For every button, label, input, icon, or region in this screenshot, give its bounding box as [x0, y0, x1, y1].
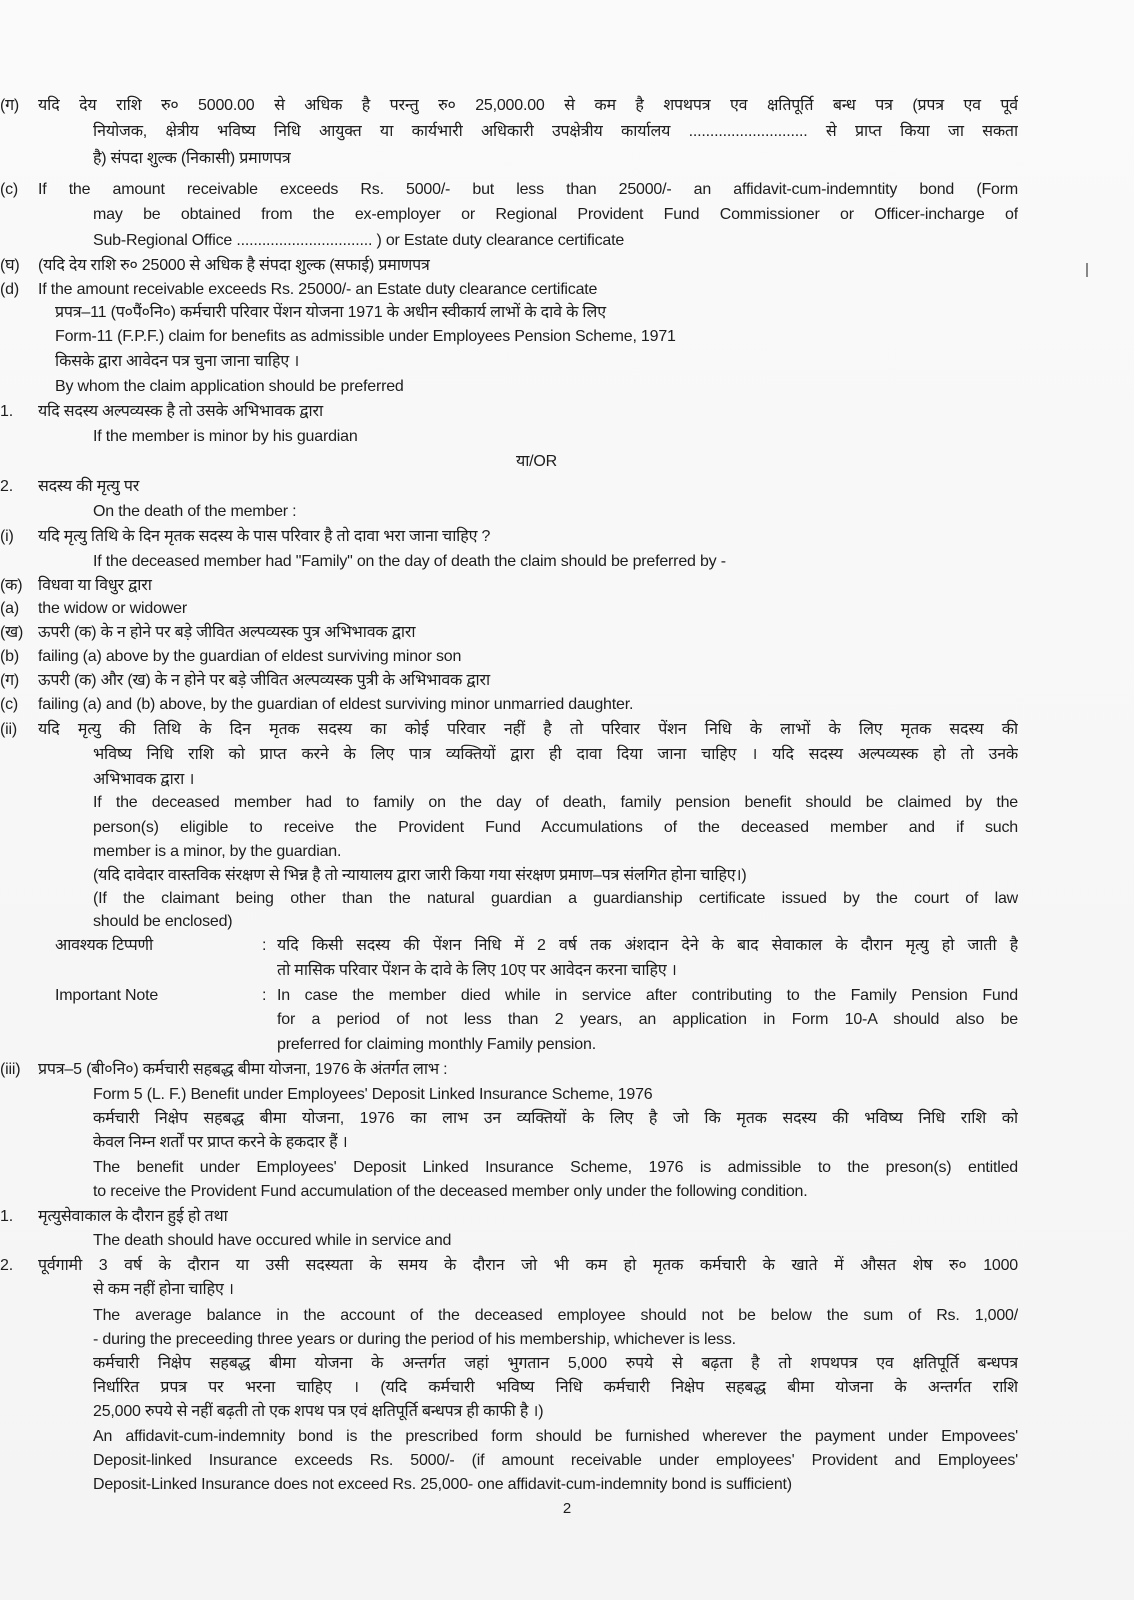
line-text: मृत्युसेवाकाल के दौरान हुई हो तथा — [38, 1208, 228, 1225]
line-text: - during the preceeding three years or during the period of his membership, whichever is less. — [93, 1331, 736, 1348]
line-text: (If the claimant being other than the natural guardian a guardianship certificate issued by the court of law — [93, 890, 1018, 907]
document-line — [55, 350, 1018, 374]
document-line — [55, 203, 1018, 227]
line-text: In case the member died while in service after contributing to the Family Pension Fund — [277, 987, 1018, 1004]
document-line — [0, 645, 1018, 669]
document-line — [55, 1304, 1018, 1328]
document-line — [55, 864, 1018, 888]
line-text: भविष्य निधि राशि को प्राप्त करने के लिए पात्र व्यक्तियों द्वारा ही दावा दिया जाना चाहिए । यदि सदस्य अल्पव्यस्क हो तो उनके — [93, 746, 1018, 763]
line-text: प्रपत्र–11 (प०पैं०नि०) कर्मचारी परिवार पेंशन योजना 1971 के अधीन स्वीकार्य लाभों के दावे के लिए — [55, 304, 606, 321]
document-line — [55, 229, 1018, 253]
line-text: may be obtained from the ex-employer or Regional Provident Fund Commissioner or Officer-incharge of — [93, 206, 1018, 223]
line-text: If the member is minor by his guardian — [93, 428, 358, 445]
line-label: (i) — [0, 528, 14, 545]
line-label: (a) — [0, 600, 19, 617]
line-text: यदि देय राशि रु० 5000.00 से अधिक है परन्तु रु० 25,000.00 से कम है शपथपत्र एव क्षतिपूर्ति बन्ध पत्र (प्रपत्र एव पूर्व — [38, 97, 1018, 114]
line-text: है) संपदा शुल्क (निकासी) प्रमाणपत्र — [93, 150, 291, 167]
line-text: कर्मचारी निक्षेप सहबद्ध बीमा योजना के अन्तर्गत जहां भुगतान 5,000 रुपये से बढ़ता है तो शपथपत्र एव क्षतिपूर्ति बन्धपत्र — [93, 1355, 1018, 1372]
document-line — [55, 984, 1018, 1008]
document-line — [55, 1376, 1018, 1400]
document-line — [55, 743, 1018, 767]
line-label: 2. — [0, 478, 13, 495]
line-text: यदि मृत्यु तिथि के दिन मृतक सदस्य के पास परिवार है तो दावा भरा जाना चाहिए ? — [38, 528, 491, 545]
line-text: विधवा या विधुर द्वारा — [38, 577, 152, 594]
line-label: 1. — [0, 1208, 13, 1225]
document-line — [0, 1205, 1018, 1229]
document-line — [55, 1352, 1018, 1376]
line-text: member is a minor, by the guardian. — [93, 843, 342, 860]
line-label: (घ) — [0, 257, 20, 274]
document-line — [0, 574, 1018, 598]
document-line — [55, 840, 1018, 864]
line-text: The death should have occured while in service and — [93, 1232, 452, 1249]
document-line — [55, 120, 1018, 144]
line-label: (c) — [0, 181, 19, 198]
line-text: preferred for claiming monthly Family pension. — [277, 1036, 596, 1053]
document-line — [0, 669, 1018, 693]
line-text: से कम नहीं होना चाहिए । — [93, 1281, 234, 1298]
line-label: (ग) — [0, 672, 20, 689]
line-label: (क) — [0, 577, 23, 594]
document-line — [55, 301, 1018, 325]
document-line — [55, 1131, 1018, 1155]
scan-mark — [1086, 263, 1088, 277]
line-text: On the death of the member : — [93, 503, 297, 520]
document-line — [55, 325, 1018, 349]
document-line — [0, 718, 1018, 742]
line-text: प्रपत्र–5 (बी०नि०) कर्मचारी सहबद्ध बीमा योजना, 1976 के अंतर्गत लाभ : — [38, 1061, 448, 1078]
line-text: अभिभावक द्वारा । — [93, 771, 195, 788]
line-text: the widow or widower — [38, 600, 187, 617]
document-line — [55, 1449, 1018, 1473]
line-text: failing (a) and (b) above, by the guardian of eldest surviving minor unmarried daughter. — [38, 696, 634, 713]
document-line — [55, 1473, 1018, 1497]
document-line — [55, 450, 1018, 474]
document-line — [55, 1425, 1018, 1449]
line-text: यदि सदस्य अल्पव्यस्क है तो उसके अभिभावक द्वारा — [38, 403, 323, 420]
document-line — [55, 1033, 1018, 1057]
document-line — [55, 887, 1018, 911]
document-line — [0, 621, 1018, 645]
document-line — [55, 1328, 1018, 1352]
document-line — [0, 525, 1018, 549]
document-line — [55, 1400, 1018, 1424]
document-line — [55, 425, 1018, 449]
line-text: सदस्य की मृत्यु पर — [38, 478, 140, 495]
document-line — [0, 693, 1018, 717]
document-line — [0, 400, 1018, 424]
document-line — [55, 1008, 1018, 1032]
note-colon: : — [262, 937, 267, 954]
line-text: to receive the Provident Fund accumulation of the deceased member only under the following condition. — [93, 1183, 808, 1200]
document-line — [0, 278, 1018, 302]
line-text: किसके द्वारा आवेदन पत्र चुना जाना चाहिए । — [55, 353, 300, 370]
document-line — [55, 500, 1018, 524]
line-text: By whom the claim application should be preferred — [55, 378, 404, 395]
document-line — [0, 475, 1018, 499]
document-line — [55, 375, 1018, 399]
line-text: If the amount receivable exceeds Rs. 25000/- an Estate duty clearance certificate — [38, 281, 598, 298]
line-text: नियोजक, क्षेत्रीय भविष्य निधि आयुक्त या कार्यभारी अधिकारी उपक्षेत्रीय कार्यालय ............................ से प्राप्त किया जा सकता — [93, 123, 1018, 140]
document-line — [55, 816, 1018, 840]
note-colon: : — [262, 987, 267, 1004]
page-number: 2 — [562, 1500, 572, 1517]
line-text: The average balance in the account of the deceased employee should not be below the sum of Rs. 1,000/ — [93, 1307, 1018, 1324]
line-label: 2. — [0, 1257, 13, 1274]
line-label: (ii) — [0, 721, 17, 738]
line-label: Important Note — [55, 987, 159, 1004]
line-text: निर्धारित प्रपत्र पर भरना चाहिए । (यदि कर्मचारी भविष्य निधि कर्मचारी निक्षेप सहबद्ध बीमा योजना के अन्तर्गत राशि — [93, 1379, 1018, 1396]
document-line — [0, 597, 1018, 621]
line-text: यदि मृत्यु की तिथि के दिन मृतक सदस्य का कोई परिवार नहीं है तो परिवार पेंशन निधि के लाभों के लिए मृतक सदस्य की — [38, 721, 1018, 738]
line-text: तो मासिक परिवार पेंशन के दावे के लिए 10ए पर आवेदन करना चाहिए । — [277, 962, 677, 979]
line-text: (यदि देय राशि रु० 25000 से अधिक है संपदा शुल्क (सफाई) प्रमाणपत्र — [38, 257, 430, 274]
document-line — [55, 1229, 1018, 1253]
line-text: An affidavit-cum-indemnity bond is the prescribed form should be furnished wherever the payment under Empovees' — [93, 1428, 1018, 1445]
line-text: Deposit-Linked Insurance does not exceed Rs. 25,000- one affidavit-cum-indemnity bond is sufficient) — [93, 1476, 792, 1493]
document-line — [0, 1254, 1018, 1278]
line-text: for a period of not less than 2 years, an application in Form 10-A should also be — [277, 1011, 1018, 1028]
document-line — [55, 1180, 1018, 1204]
line-label: आवश्यक टिप्पणी — [55, 937, 153, 954]
line-text: (यदि दावेदार वास्तविक संरक्षण से भिन्न है तो न्यायालय द्वारा जारी किया गया संरक्षण प्रमाण–पत्र संलगित होना चाहिए।) — [93, 867, 747, 884]
line-text: should be enclosed) — [93, 913, 233, 930]
document-line — [55, 1278, 1018, 1302]
document-line — [55, 1107, 1018, 1131]
line-label: (ग) — [0, 97, 20, 114]
line-text: 25,000 रुपये से नहीं बढ़ती तो एक शपथ पत्र एवं क्षतिपूर्ति बन्धपत्र ही काफी है ।) — [93, 1403, 544, 1420]
line-text: या/OR — [515, 453, 558, 470]
line-label: 1. — [0, 403, 13, 420]
line-label: (b) — [0, 648, 19, 665]
document-line — [55, 768, 1018, 792]
line-text: person(s) eligible to receive the Provident Fund Accumulations of the deceased member and if such — [93, 819, 1018, 836]
line-label: (ख) — [0, 624, 24, 641]
document-line — [55, 147, 1018, 171]
document-line — [55, 550, 1018, 574]
document-line — [55, 934, 1018, 958]
line-text: Form-11 (F.P.F.) claim for benefits as admissible under Employees Pension Scheme, 1971 — [55, 328, 676, 345]
line-text: केवल निम्न शर्तों पर प्राप्त करने के हकदार हैं । — [93, 1134, 348, 1151]
line-label: (d) — [0, 281, 19, 298]
document-line — [55, 1156, 1018, 1180]
line-text: कर्मचारी निक्षेप सहबद्ध बीमा योजना, 1976 का लाभ उन व्यक्तियों के लिए है जो कि मृतक सदस्य की भविष्य निधि राशि को — [93, 1110, 1018, 1127]
document-line — [0, 94, 1018, 118]
line-text: ऊपरी (क) और (ख) के न होने पर बड़े जीवित अल्पव्यस्क पुत्री के अभिभावक द्वारा — [38, 672, 490, 689]
document-line — [55, 1083, 1018, 1107]
document-line — [55, 791, 1018, 815]
document-line — [0, 1058, 1018, 1082]
document-line — [55, 910, 1018, 934]
line-text: Deposit-linked Insurance exceeds Rs. 5000/- (if amount receivable under employees' Provident and Employees' — [93, 1452, 1018, 1469]
line-label: (iii) — [0, 1061, 21, 1078]
line-text: Form 5 (L. F.) Benefit under Employees' Deposit Linked Insurance Scheme, 1976 — [93, 1086, 653, 1103]
line-text: पूर्वगामी 3 वर्ष के दौरान या उसी सदस्यता के समय के दौरान जो भी कम हो मृतक कर्मचारी के खाते में औसत शेष रु० 1000 — [38, 1257, 1018, 1274]
document-line — [0, 254, 1018, 278]
line-text: If the deceased member had to family on the day of death, family pension benefit should be claimed by the — [93, 794, 1018, 811]
line-text: ऊपरी (क) के न होने पर बड़े जीवित अल्पव्यस्क पुत्र अभिभावक द्वारा — [38, 624, 416, 641]
line-text: The benefit under Employees' Deposit Linked Insurance Scheme, 1976 is admissible to the preson(s) entitled — [93, 1159, 1018, 1176]
document-line — [0, 178, 1018, 202]
line-text: failing (a) above by the guardian of eldest surviving minor son — [38, 648, 462, 665]
line-label: (c) — [0, 696, 19, 713]
line-text: If the amount receivable exceeds Rs. 5000/- but less than 25000/- an affidavit-cum-indemntity bond (Form — [38, 181, 1018, 198]
line-text: यदि किसी सदस्य की पेंशन निधि में 2 वर्ष तक अंशदान देने के बाद सेवाकाल के दौरान मृत्यु हो जाती है — [277, 937, 1018, 954]
line-text: Sub-Regional Office ................................ ) or Estate duty clearance certificate — [93, 232, 625, 249]
line-text: If the deceased member had "Family" on the day of death the claim should be preferred by - — [93, 553, 726, 570]
document-line — [55, 959, 1018, 983]
